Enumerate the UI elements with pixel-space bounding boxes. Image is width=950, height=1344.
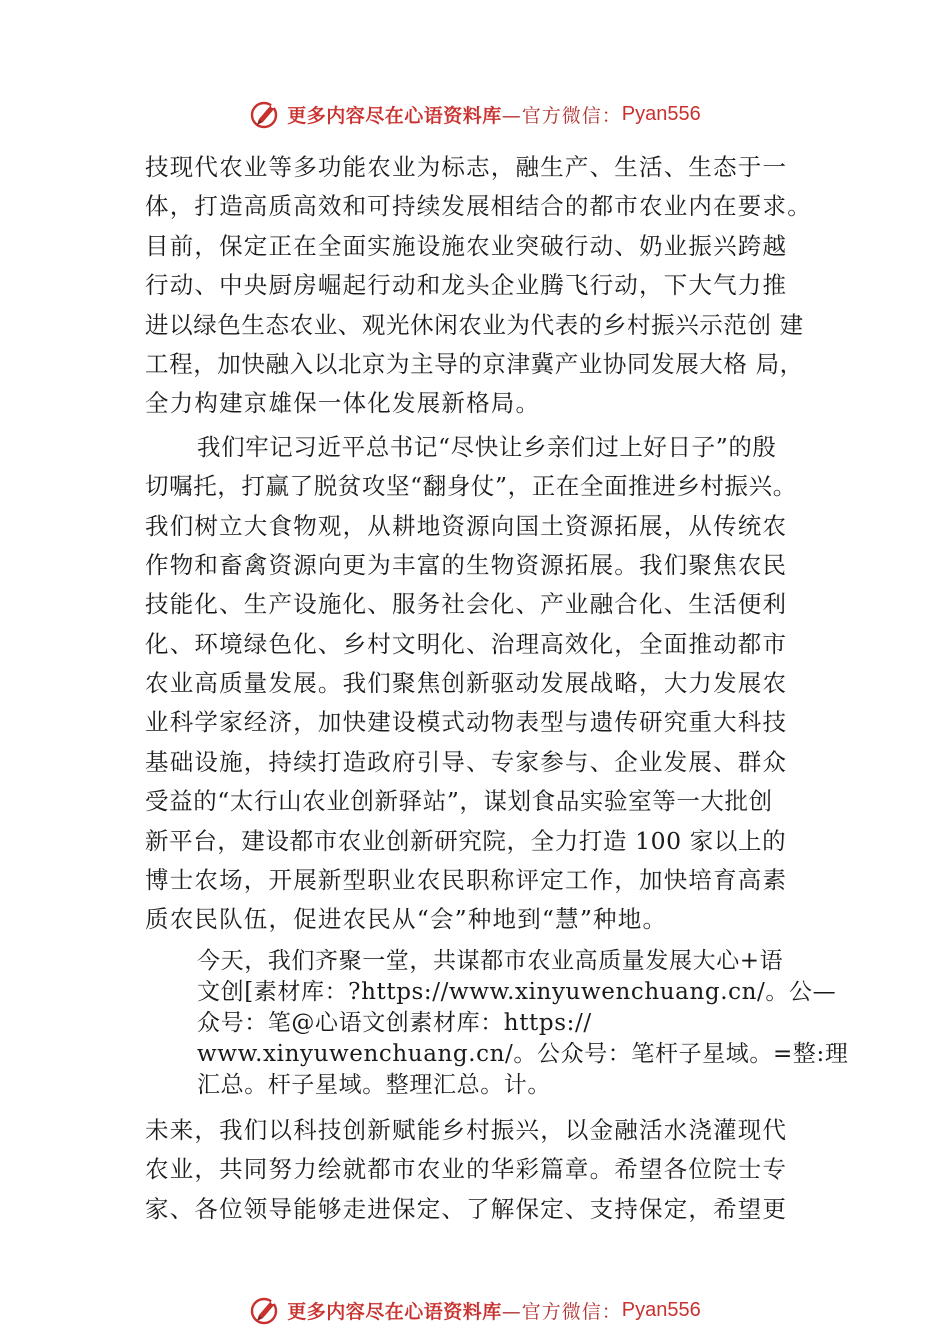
text-line: 我们牢记习近平总书记“尽快让乡亲们过上好日子”的殷 [197, 432, 777, 461]
text-line: 工程，加快融入以北京为主导的京津冀产业协同发展大格 局， [145, 349, 804, 378]
quote-line: 文创[素材库：?https://www.xinyuwenchuang.cn/。公— [197, 978, 837, 1005]
text-line: 行动、中央厨房崛起行动和龙头企业腾飞行动，下大气力推 [145, 271, 788, 300]
paragraph-3 [145, 1111, 845, 1229]
banner-wechat-label: —官方微信： [501, 104, 622, 127]
text-line: 农业高质量发展。我们聚焦创新驱动发展战略，大力发展农 [145, 669, 788, 698]
text-line: 我们树立大食物观，从耕地资源向国土资源拓展，从传统农 [145, 511, 788, 540]
pen-nib-logo-icon [249, 97, 283, 131]
text-line: 全力构建京雄保一体化发展新格局。 [145, 389, 541, 418]
header-banner [0, 94, 950, 134]
banner-title: 更多内容尽在心语资料库 [287, 1300, 502, 1323]
text-line: 技能化、生产设施化、服务社会化、产业融合化、生活便利 [145, 590, 788, 619]
banner-wechat-label: —官方微信： [501, 1300, 622, 1323]
text-line: 体，打造高质高效和可持续发展相结合的都市农业内在要求。 [145, 192, 812, 221]
text-line: 化、环境绿色化、乡村文明化、治理高效化，全面推动都市 [145, 629, 788, 658]
text-line: 博士农场，开展新型职业农民职称评定工作，加快培育高素 [145, 866, 788, 895]
footer-banner [0, 1290, 950, 1330]
paragraph-1 [145, 148, 845, 424]
text-line: 受益的“太行山农业创新驿站”，谋划食品实验室等一大批创 [145, 787, 773, 816]
text-line: 质农民队伍，促进农民从“会”种地到“慧”种地。 [145, 905, 668, 934]
text-line: 农业，共同努力绘就都市农业的华彩篇章。希望各位院士专 [145, 1155, 788, 1184]
quote-line: 汇总。杆子星域。整理汇总。计。 [197, 1071, 551, 1098]
document-body [145, 148, 849, 1229]
text-line: 切嘱托，打赢了脱贫攻坚“翻身仗”，正在全面推进乡村振兴。 [145, 472, 797, 501]
text-line: 基础设施，持续打造政府引导、专家参与、企业发展、群众 [145, 747, 788, 776]
text-line: 家、各位领导能够走进保定、了解保定、支持保定，希望更 [145, 1194, 788, 1223]
paragraph-2 [145, 428, 845, 940]
text-line: 进以绿色生态农业、观光休闲农业为代表的乡村振兴示范创 建 [145, 310, 804, 339]
text-line: 技现代农业等多功能农业为标志，融生产、生活、生态于一 [145, 153, 788, 181]
quote-line: www.xinyuwenchuang.cn/。公众号：笔杆子星域。=整:理 [197, 1040, 849, 1067]
text-line: 未来，我们以科技创新赋能乡村振兴，以金融活水浇灌现代 [145, 1115, 788, 1144]
text-line: 目前，保定正在全面实施设施农业突破行动、奶业振兴跨越 [145, 231, 788, 260]
banner-wechat-id: Pyan556 [621, 102, 701, 125]
text-line: 新平台，建设都市农业创新研究院，全力打造 100 家以上的 [145, 826, 787, 855]
text-line: 业科学家经济，加快建设模式动物表型与遗传研究重大科技 [145, 708, 788, 737]
text-line: 作物和畜禽资源向更为丰富的生物资源拓展。我们聚焦农民 [145, 550, 788, 579]
banner-wechat-id: Pyan556 [621, 1298, 701, 1321]
pen-nib-logo-icon [249, 1293, 283, 1327]
banner-title: 更多内容尽在心语资料库 [287, 104, 502, 127]
quoted-block [197, 946, 849, 1101]
quote-line: 今天，我们齐聚一堂，共谋都市农业高质量发展大心+语 [197, 947, 784, 974]
quote-line: 众号：笔@心语文创素材库：https:// [197, 1009, 592, 1036]
